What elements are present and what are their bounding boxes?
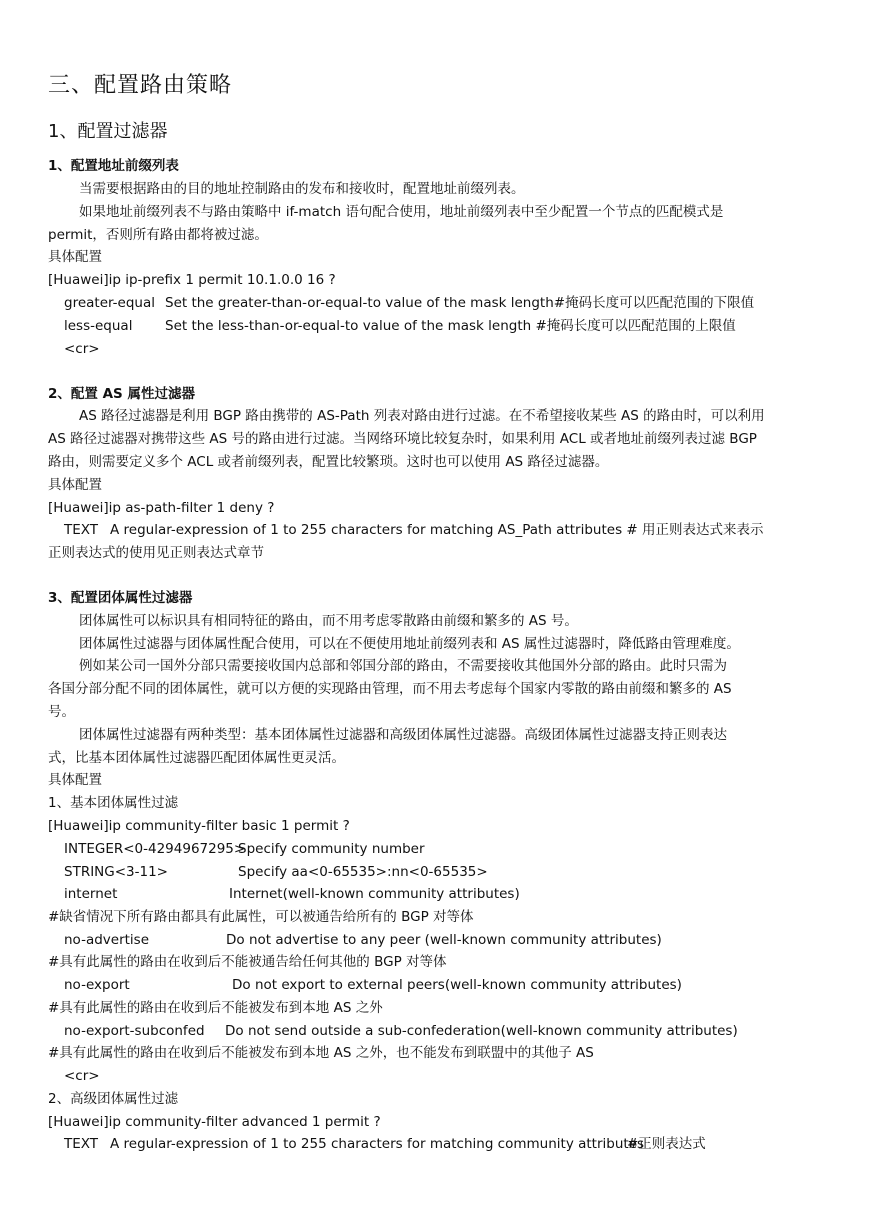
section3-basic-label: 1、基本团体属性过滤	[48, 795, 179, 811]
section1-option-row	[64, 316, 736, 336]
heading-level2: 1、配置过滤器	[48, 121, 168, 142]
basic-option-row	[64, 930, 662, 950]
section1-title: 1、配置地址前缀列表	[48, 158, 179, 174]
advanced-option-row	[64, 1134, 706, 1154]
option-key: internet	[64, 886, 118, 902]
section3-config-label: 具体配置	[48, 772, 102, 788]
section2-para-line2: AS 路径过滤器对携带这些 AS 号的路由进行过滤。当网络环境比较复杂时，如果利用 ACL 或者地址前缀列表过滤 BGP	[48, 431, 757, 447]
section1-para2-line1: 如果地址前缀列表不与路由策略中 if-match 语句配合使用，地址前缀列表中至少配置一个节点的匹配模式是	[79, 204, 724, 220]
option-key: less-equal	[64, 318, 133, 334]
option-comment: #正则表达式	[627, 1136, 706, 1152]
section2-para-line3: 路由，则需要定义多个 ACL 或者前缀列表，配置比较繁琐。这时也可以使用 AS 路径过滤器。	[48, 454, 609, 470]
section3-para4-line1: 团体属性过滤器有两种类型：基本团体属性过滤器和高级团体属性过滤器。高级团体属性过滤器支持正则表达	[79, 727, 727, 743]
comment-internet: #缺省情况下所有路由都具有此属性，可以被通告给所有的 BGP 对等体	[48, 909, 474, 925]
section3-advanced-label: 2、高级团体属性过滤	[48, 1091, 179, 1107]
section3-para3-line3: 号。	[48, 704, 75, 720]
basic-option-row	[64, 1021, 738, 1041]
section2-title: 2、配置 AS 属性过滤器	[48, 386, 195, 402]
basic-option-cr: <cr>	[64, 1068, 100, 1084]
option-desc: Set the less-than-or-equal-to value of the mask length #掩码长度可以匹配范围的上限值	[165, 318, 736, 334]
section2-config-label: 具体配置	[48, 477, 102, 493]
section1-config-label: 具体配置	[48, 249, 102, 265]
heading-level1: 三、配置路由策略	[48, 73, 233, 98]
section1-option-row	[64, 293, 754, 313]
section3-advanced-command: [Huawei]ip community-filter advanced 1 permit ?	[48, 1114, 381, 1130]
option-key: no-advertise	[64, 932, 150, 948]
comment-no-advertise: #具有此属性的路由在收到后不能被通告给任何其他的 BGP 对等体	[48, 954, 447, 970]
section2-command: [Huawei]ip as-path-filter 1 deny ?	[48, 500, 275, 516]
section3-para3-line1: 例如某公司一国外分部只需要接收国内总部和邻国分部的路由，不需要接收其他国外分部的路由。此时只需为	[79, 658, 727, 674]
option-key: greater-equal	[64, 295, 156, 311]
option-desc: A regular-expression of 1 to 255 characters for matching AS_Path attributes # 用正则表达式来表示	[110, 522, 764, 538]
section3-para3-line2: 各国分部分配不同的团体属性，就可以方便的实现路由管理，而不用去考虑每个国家内零散的路由前缀和繁多的 AS	[48, 681, 732, 697]
comment-no-export: #具有此属性的路由在收到后不能被发布到本地 AS 之外	[48, 1000, 383, 1016]
basic-option-row	[64, 839, 425, 859]
option-desc: Do not send outside a sub-confederation(well-known community attributes)	[225, 1023, 738, 1039]
option-desc: Do not advertise to any peer (well-known community attributes)	[226, 932, 662, 948]
option-desc: Specify community number	[238, 841, 425, 857]
section1-para2-line2: permit，否则所有路由都将被过滤。	[48, 227, 268, 243]
option-key: STRING<3-11>	[64, 864, 168, 880]
option-desc: Specify aa<0-65535>:nn<0-65535>	[238, 864, 488, 880]
section1-para1: 当需要根据路由的目的地址控制路由的发布和接收时，配置地址前缀列表。	[79, 181, 525, 197]
option-key: INTEGER<0-4294967295>	[64, 841, 246, 857]
option-desc: Do not export to external peers(well-known community attributes)	[232, 977, 682, 993]
option-desc: Internet(well-known community attributes)	[229, 886, 520, 902]
option-desc: A regular-expression of 1 to 255 characters for matching community attributes	[110, 1136, 645, 1152]
section1-option-cr: <cr>	[64, 341, 100, 357]
basic-option-row	[64, 862, 488, 882]
section1-command: [Huawei]ip ip-prefix 1 permit 10.1.0.0 16 ?	[48, 272, 336, 288]
option-key: TEXT	[64, 522, 99, 538]
option-key: TEXT	[64, 1136, 99, 1152]
section3-title: 3、配置团体属性过滤器	[48, 590, 193, 606]
basic-option-row	[64, 975, 682, 995]
section3-para1: 团体属性可以标识具有相同特征的路由，而不用考虑零散路由前缀和繁多的 AS 号。	[79, 613, 578, 629]
comment-no-export-subconfed: #具有此属性的路由在收到后不能被发布到本地 AS 之外，也不能发布到联盟中的其他子 AS	[48, 1045, 594, 1061]
option-desc: Set the greater-than-or-equal-to value of the mask length#掩码长度可以匹配范围的下限值	[165, 295, 755, 311]
section3-para2: 团体属性过滤器与团体属性配合使用，可以在不便使用地址前缀列表和 AS 属性过滤器时，降低路由管理难度。	[79, 636, 740, 652]
option-key: no-export	[64, 977, 130, 993]
section3-basic-command: [Huawei]ip community-filter basic 1 permit ?	[48, 818, 350, 834]
section2-note: 正则表达式的使用见正则表达式章节	[48, 545, 264, 561]
section3-para4-line2: 式，比基本团体属性过滤器匹配团体属性更灵活。	[48, 750, 345, 766]
section2-option-row	[64, 520, 764, 540]
basic-option-row	[64, 884, 520, 904]
option-key: no-export-subconfed	[64, 1023, 205, 1039]
section2-para-line1: AS 路径过滤器是利用 BGP 路由携带的 AS-Path 列表对路由进行过滤。在不希望接收某些 AS 的路由时，可以利用	[79, 408, 765, 424]
